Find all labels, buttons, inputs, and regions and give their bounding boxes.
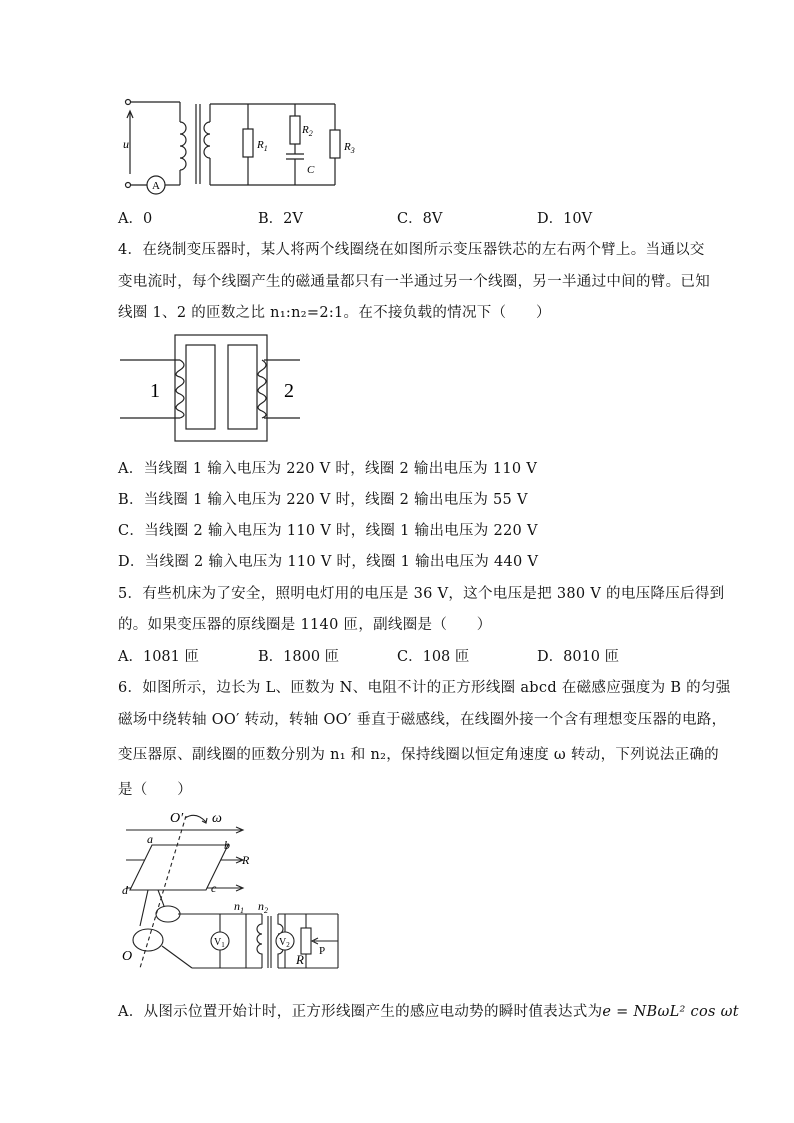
q3-option-a[interactable]: A．0 xyxy=(118,211,153,227)
q6-c-label: c xyxy=(211,881,217,895)
q4-transformer-figure xyxy=(118,333,303,445)
q5-option-a[interactable]: A．1081 匝 xyxy=(118,649,199,665)
q4-stem-line-3: 线圈 1、2 的匝数之比 n₁:n₂=2:1。在不接负载的情况下（ ） xyxy=(118,305,551,321)
q4-coil-2-label: 2 xyxy=(284,380,294,402)
q3-option-c[interactable]: C．8V xyxy=(397,211,443,227)
q6-a-label: a xyxy=(147,832,153,846)
q6-d-label: d xyxy=(122,883,128,897)
q6-option-a-text: A．从图示位置开始计时，正方形线圈产生的感应电动势的瞬时值表达式为 xyxy=(118,1004,603,1020)
q3-circuit-figure xyxy=(118,92,358,198)
q6-o-prime-label: O′ xyxy=(170,811,184,826)
q6-option-a[interactable] xyxy=(118,1000,739,1021)
q6-n2-label: $n_2$ xyxy=(258,899,268,915)
q6-slider-p-label: P xyxy=(319,945,326,957)
q3-option-d[interactable]: D．10V xyxy=(537,211,593,227)
q5-option-d[interactable]: D．8010 匝 xyxy=(537,649,620,665)
q6-stem-line-1: 6．如图所示，边长为 L、匝数为 N、电阻不计的正方形线圈 abcd 在磁感应强度为 B 的匀强 xyxy=(118,680,731,696)
q5-stem-line-2: 的。如果变压器的原线圈是 1140 匝，副线圈是（ ） xyxy=(118,617,492,633)
q3-r1-label: $R_1$ xyxy=(257,139,268,153)
q6-generator-figure xyxy=(118,808,353,978)
q4-option-a[interactable]: A．当线圈 1 输入电压为 220 V 时，线圈 2 输出电压为 110 V xyxy=(118,461,538,477)
q5-option-c[interactable]: C．108 匝 xyxy=(397,649,470,665)
q6-field-r-label: R xyxy=(242,853,250,867)
q4-option-b[interactable]: B．当线圈 1 输入电压为 220 V 时，线圈 2 输出电压为 55 V xyxy=(118,492,528,508)
q6-v2-meter-label: $V_2$ xyxy=(279,937,290,949)
q4-option-d[interactable]: D．当线圈 2 输入电压为 110 V 时，线圈 1 输出电压为 440 V xyxy=(118,554,539,570)
q6-v1-meter-label: $V_1$ xyxy=(214,937,225,949)
q6-b-label: b xyxy=(224,838,230,852)
q4-coil-1-label: 1 xyxy=(150,380,160,402)
q6-o-label: O xyxy=(122,949,133,964)
q3-c-label: C xyxy=(307,164,315,176)
q6-stem-line-2: 磁场中绕转轴 OO′ 转动，转轴 OO′ 垂直于磁感线，在线圈外接一个含有理想变压器的电路， xyxy=(118,712,727,728)
q6-n1-label: $n_1$ xyxy=(234,899,244,915)
q3-r3-label: $R_3$ xyxy=(344,141,355,155)
q6-option-a-formula: e = NBωL² cos ωt xyxy=(602,1004,739,1020)
q6-omega-label: ω xyxy=(212,811,222,826)
q3-option-b[interactable]: B．2V xyxy=(258,211,303,227)
q3-u-label: u xyxy=(123,137,129,151)
q5-stem-line-1: 5．有些机床为了安全，照明电灯用的电压是 36 V，这个电压是把 380 V 的电压降压后得到 xyxy=(118,586,725,602)
q6-stem-line-3: 变压器原、副线圈的匝数分别为 n₁ 和 n₂，保持线圈以恒定角速度 ω 转动，下列说法正确的 xyxy=(118,747,719,763)
q4-option-c[interactable]: C．当线圈 2 输入电压为 110 V 时，线圈 1 输出电压为 220 V xyxy=(118,523,538,539)
q4-stem-line-2: 变电流时，每个线圈产生的磁通量都只有一半通过另一个线圈，另一半通过中间的臂。已知 xyxy=(118,274,710,290)
q6-stem-line-4: 是（ ） xyxy=(118,782,192,798)
q5-option-b[interactable]: B．1800 匝 xyxy=(258,649,340,665)
q4-stem-line-1: 4．在绕制变压器时，某人将两个线圈绕在如图所示变压器铁芯的左右两个臂上。当通以交 xyxy=(118,242,705,258)
q6-load-r-label: R xyxy=(296,952,304,967)
q3-ammeter-label: A xyxy=(152,180,160,192)
q3-r2-label: $R_2$ xyxy=(302,124,313,138)
